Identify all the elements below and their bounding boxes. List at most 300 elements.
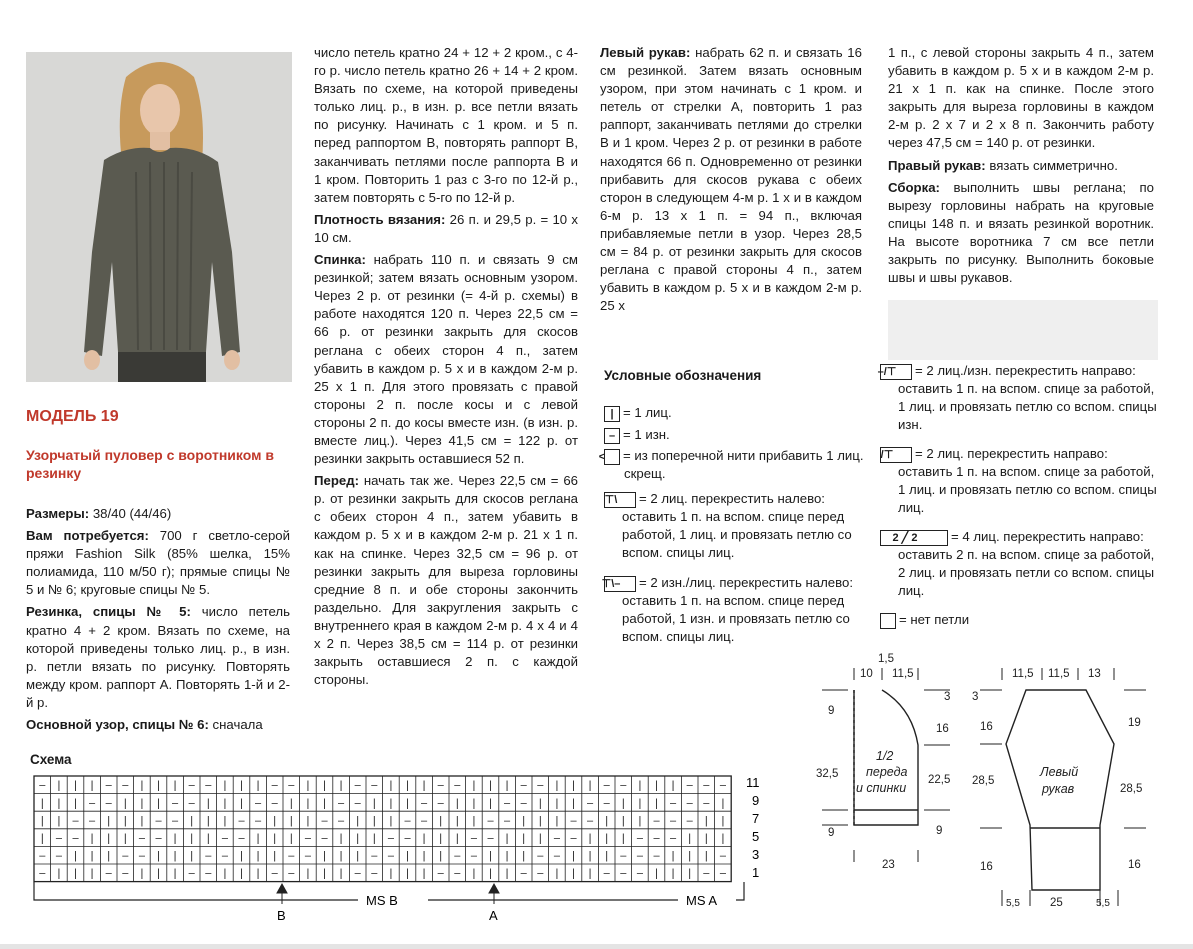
stitch-symbol-icon: – [89, 797, 96, 810]
stitch-symbol-icon: | [605, 832, 609, 845]
stitch-symbol-icon: | [422, 867, 426, 880]
body-dim-left-2: 32,5 [816, 768, 839, 780]
stitch-symbol-icon: – [138, 832, 145, 845]
density-label: Плотность вязания: [314, 211, 446, 227]
stitch-symbol-icon: | [638, 779, 642, 792]
stitch-symbol-icon: | [173, 867, 177, 880]
stitch-symbol-icon: – [719, 867, 726, 880]
stitch-symbol-icon: – [122, 779, 129, 792]
stitch-symbol-icon: – [454, 779, 461, 792]
right-sleeve-label: Правый рукав: [888, 157, 986, 173]
stitch-symbol-icon: – [354, 779, 361, 792]
stitch-symbol-icon: | [555, 867, 559, 880]
stitch-symbol-icon: – [636, 832, 643, 845]
legend-title: Условные обозначения [604, 368, 762, 383]
stitch-symbol-icon: | [522, 850, 526, 863]
stitch-symbol-icon: | [323, 850, 326, 863]
stitch-symbol-icon: | [406, 797, 409, 810]
stitch-symbol-icon: | [289, 797, 293, 810]
stitch-symbol-icon: – [653, 814, 660, 827]
stitch-symbol-icon: | [223, 867, 227, 880]
stitch-symbol-icon: | [256, 832, 260, 845]
stitch-symbol-icon: – [288, 850, 295, 863]
stitch-symbol-icon: | [671, 867, 675, 880]
chart-grid [34, 776, 731, 882]
stitch-symbol-icon: | [505, 867, 509, 880]
stitch-symbol-icon: | [655, 779, 658, 792]
stitch-symbol-icon: – [238, 832, 245, 845]
arrow-b-icon [277, 884, 287, 904]
stitch-symbol-icon: | [74, 850, 77, 863]
stitch-symbol-icon: | [256, 867, 260, 880]
stitch-symbol-icon: | [256, 779, 260, 792]
stitch-symbol-icon: – [603, 797, 610, 810]
stitch-symbol-icon: | [323, 867, 326, 880]
stitch-symbol-icon: | [140, 814, 144, 827]
body-dim-right-4: 9 [936, 825, 943, 837]
stitch-symbol-icon: | [472, 779, 476, 792]
stitch-symbol-icon: – [437, 779, 444, 792]
stitch-symbol-icon: | [688, 850, 692, 863]
body-label-front: переда [866, 765, 908, 779]
stitch-symbol-icon: | [522, 814, 526, 827]
stitch-symbol-icon: | [588, 779, 592, 792]
stitch-symbol-icon: | [389, 814, 393, 827]
stitch-symbol-icon: – [703, 867, 710, 880]
stitch-symbol-icon: | [289, 832, 293, 845]
knitting-chart [28, 770, 778, 930]
stitch-symbol-icon: – [122, 867, 129, 880]
stitch-symbol-icon: – [636, 850, 643, 863]
stitch-symbol-icon: | [74, 797, 77, 810]
stitch-symbol-icon: – [587, 814, 594, 827]
stitch-symbol-icon: | [489, 850, 492, 863]
body-label-half: 1/2 [876, 749, 894, 763]
stitch-symbol-icon: | [90, 850, 94, 863]
stitch-symbol-icon: | [538, 814, 542, 827]
stitch-symbol-icon: | [173, 850, 177, 863]
materials-label: Вам потребуется: [26, 528, 149, 544]
stitch-symbol-icon: – [221, 832, 228, 845]
stitch-symbol-icon: | [505, 779, 509, 792]
body-label-back: и спинки [856, 781, 907, 795]
stitch-symbol-icon: | [505, 850, 509, 863]
row-number: 9 [752, 793, 760, 808]
stitch-symbol-icon: – [72, 832, 79, 845]
stitch-symbol-icon: | [339, 779, 343, 792]
stitch-symbol-icon: – [122, 850, 129, 863]
stitch-symbol-icon: | [621, 814, 625, 827]
stitch-symbol-icon: – [670, 797, 677, 810]
stitch-symbol-icon: | [190, 832, 194, 845]
row-number: 3 [752, 847, 760, 862]
stitch-symbol-icon: – [72, 814, 79, 827]
stitch-symbol-icon: | [57, 779, 61, 792]
stitch-symbol-icon: | [422, 832, 426, 845]
stitch-symbol-icon: | [240, 850, 243, 863]
stitch-symbol-icon: – [155, 814, 162, 827]
stitch-symbol-icon: – [338, 797, 345, 810]
shaded-panel [888, 300, 1158, 360]
body-dim-bottom: 23 [882, 859, 895, 871]
rib-value: число петель кратно 4 + 2 кром. Вязать по схеме, на которой приведены только лиц. р., в изн. р. петли вязать по рисунку. Повторять между кром. раппорт А. Повторять 1-й и 2-й р. [26, 604, 290, 710]
arrow-a-label: A [489, 908, 498, 923]
row-number: 11 [746, 775, 760, 790]
sleeve-dim-top-1: 11,5 [1012, 668, 1034, 680]
stitch-symbol-icon: | [671, 850, 675, 863]
legend-item-increase: < = из поперечной нити прибавить 1 лиц. скрещ. [598, 448, 864, 482]
sleeve-dim-left-2: 16 [980, 721, 993, 733]
main-pattern-label: Основной узор, спицы № 6: [26, 717, 209, 733]
stitch-symbol-icon: | [638, 797, 642, 810]
stitch-symbol-icon: – [504, 797, 511, 810]
stitch-symbol-icon: – [55, 832, 62, 845]
body-dim-top-2: 11,5 [892, 668, 914, 680]
sleeve-dim-bottom-1: 5,5 [1006, 898, 1020, 909]
stitch-symbol-icon: | [140, 797, 144, 810]
stitch-symbol-icon: | [206, 797, 210, 810]
stitch-symbol-icon: – [686, 779, 693, 792]
stitch-symbol-icon: | [273, 832, 277, 845]
stitch-symbol-icon: | [406, 867, 409, 880]
text-column-1 [26, 505, 290, 738]
ms-b-label: MS B [366, 893, 398, 908]
sizes-value: 38/40 (44/46) [92, 506, 172, 521]
front-label: Перед: [314, 473, 359, 489]
stitch-symbol-icon: | [140, 779, 144, 792]
stitch-symbol-icon: | [455, 797, 459, 810]
stitch-symbol-icon: – [304, 832, 311, 845]
sleeve-dim-left-1: 3 [972, 691, 979, 703]
sleeve-dim-right-1: 19 [1128, 717, 1141, 729]
stitch-symbol-icon: – [520, 779, 527, 792]
stitch-symbol-icon: | [555, 779, 559, 792]
stitch-symbol-icon: | [57, 797, 61, 810]
stitch-symbol-icon: – [703, 779, 710, 792]
body-dim-right-3: 22,5 [928, 774, 951, 786]
stitch-symbol-icon: | [206, 832, 210, 845]
legend-item-knit: | = 1 лиц. [604, 404, 864, 422]
stitch-symbol-icon: – [437, 797, 444, 810]
stitch-symbol-icon: – [603, 779, 610, 792]
stitch-symbol-icon: | [57, 814, 61, 827]
stitch-symbol-icon: – [89, 814, 96, 827]
stitch-symbol-icon: – [603, 867, 610, 880]
stitch-symbol-icon: | [372, 814, 376, 827]
stitch-symbol-icon: – [354, 867, 361, 880]
stitch-symbol-icon: | [157, 779, 160, 792]
stitch-symbol-icon: | [157, 797, 160, 810]
stitch-symbol-icon: | [572, 779, 575, 792]
stitch-symbol-icon: – [703, 797, 710, 810]
sleeve-dim-top-2: 11,5 [1048, 668, 1070, 680]
increase-symbol-icon: < [604, 449, 620, 465]
front-value: начать так же. Через 22,5 см = 66 р. от резинки закрыть для скосов реглана с обеих сторон 4 п., затем убавить в каждом р. 5 х и в каждом 2-м р. 21 х 1 п. как на спинке. Через 32,5 см = 96 р. от резинки закрыть для выреза горловины средние 8 п. и обе стороны закончить раздельно. Для закругления закрыть с внутреннего края в каждом 2-м р. 4 х 4 и 4 х 2 п. Через 38,5 см = 114 р. от резинки закрыть оставшиеся 2 п. с каждой стороны. [314, 473, 578, 688]
stitch-symbol-icon: | [140, 867, 144, 880]
sleeve-dim-right-2: 28,5 [1120, 783, 1143, 795]
stitch-symbol-icon: | [572, 867, 575, 880]
stitch-symbol-icon: | [688, 867, 692, 880]
sleeve-dim-bottom-2: 25 [1050, 897, 1063, 909]
stitch-symbol-icon: | [190, 814, 194, 827]
schema-title: Схема [30, 752, 72, 767]
stitch-symbol-icon: – [537, 779, 544, 792]
assembly-value: выполнить швы реглана; по вырезу горловины набрать на круговые спицы 148 п. и вязать резинкой воротник. На высоте воротника 7 см все петли закрыть по рисунку. Выполнить боковые швы и швы рукавов. [888, 179, 1154, 286]
model-photo [26, 52, 292, 382]
stitch-symbol-icon: – [653, 832, 660, 845]
stitch-symbol-icon: – [288, 779, 295, 792]
stitch-symbol-icon: – [271, 779, 278, 792]
stitch-symbol-icon: – [570, 832, 577, 845]
sleeve-dim-top-3: 13 [1088, 668, 1101, 680]
main-pattern-value: сначала [212, 717, 263, 733]
chart-row-numbers [746, 775, 760, 880]
sizes-label: Размеры: [26, 506, 90, 521]
stitch-symbol-icon: – [238, 814, 245, 827]
stitch-symbol-icon: – [520, 867, 527, 880]
stitch-symbol-icon: | [439, 850, 443, 863]
stitch-symbol-icon: | [555, 797, 559, 810]
stitch-symbol-icon: | [588, 867, 592, 880]
stitch-symbol-icon: | [40, 832, 44, 845]
stitch-symbol-icon: | [472, 814, 476, 827]
back-label: Спинка: [314, 252, 366, 268]
stitch-symbol-icon: | [422, 850, 426, 863]
stitch-symbol-icon: – [321, 832, 328, 845]
stitch-symbol-icon: | [289, 814, 293, 827]
stitch-symbol-icon: | [406, 779, 409, 792]
stitch-symbol-icon: – [105, 779, 112, 792]
stitch-symbol-icon: – [321, 814, 328, 827]
stitch-symbol-icon: | [339, 867, 343, 880]
stitch-symbol-icon: | [157, 850, 160, 863]
sleeve-dim-bottom-3: 5,5 [1096, 898, 1110, 909]
stitch-symbol-icon: | [638, 814, 642, 827]
stitch-symbol-icon: – [271, 867, 278, 880]
stitch-symbol-icon: – [172, 814, 179, 827]
stitch-symbol-icon: | [572, 850, 575, 863]
sleeve-label-left: Левый [1040, 765, 1079, 779]
stitch-symbol-icon: – [387, 850, 394, 863]
stitch-symbol-icon: | [240, 797, 243, 810]
stitch-symbol-icon: | [588, 850, 592, 863]
stitch-symbol-icon: – [570, 814, 577, 827]
stitch-symbol-icon: | [704, 832, 708, 845]
stitch-symbol-icon: – [587, 797, 594, 810]
stitch-symbol-icon: – [205, 850, 212, 863]
text-column-3 [600, 44, 862, 319]
stitch-symbol-icon: – [620, 850, 627, 863]
stitch-symbol-icon: | [389, 779, 393, 792]
stitch-symbol-icon: | [522, 832, 526, 845]
stitch-symbol-icon: | [306, 779, 310, 792]
purl-symbol-icon: – [604, 428, 620, 444]
stitch-symbol-icon: | [621, 832, 625, 845]
body-dim-right-2: 16 [936, 723, 949, 735]
row-number: 1 [752, 865, 760, 880]
stitch-symbol-icon: – [670, 832, 677, 845]
stitch-symbol-icon: | [173, 832, 177, 845]
stitch-symbol-icon: – [537, 867, 544, 880]
stitch-symbol-icon: | [107, 832, 111, 845]
stitch-symbol-icon: – [470, 832, 477, 845]
stitch-symbol-icon: | [90, 832, 94, 845]
left-sleeve-label: Левый рукав: [600, 45, 691, 60]
left-sleeve-continued: 1 п., с левой стороны закрыть 4 п., затем убавить в каждом р. 5 х и в каждом 2-м р. 21 х 1 п. как на спинке. После этого закрыть для выреза горловины в каждом 2-м р. 2 х 7 и 2 х 8 п. Закончить работу через 47,5 см = 140 р. от резинки. [888, 45, 1154, 151]
stitch-symbol-icon: | [123, 832, 127, 845]
stitch-symbol-icon: | [455, 814, 459, 827]
stitch-symbol-icon: – [205, 779, 212, 792]
stitch-symbol-icon: | [505, 832, 509, 845]
garment-schematics [812, 650, 1162, 915]
stitch-symbol-icon: | [90, 779, 94, 792]
sleeve-label-sleeve: рукав [1042, 782, 1075, 796]
stitch-symbol-icon: | [422, 779, 426, 792]
legend-item-cross-left-knit: ⊤\ = 2 лиц. перекрестить налево: оставить 1 п. на вспом. спице перед работой, 1 лиц. и провязать петлю со вспом. спицы лиц. [604, 491, 852, 561]
sleeve-dim-right-3: 16 [1128, 859, 1141, 871]
stitch-symbol-icon: – [437, 867, 444, 880]
body-dim-top-small: 1,5 [878, 653, 894, 665]
body-dim-right-1: 3 [944, 691, 951, 703]
stitch-symbol-icon: – [188, 779, 195, 792]
knit-symbol-icon: | [604, 406, 620, 422]
stitch-symbol-icon: – [338, 814, 345, 827]
stitch-symbol-icon: | [538, 797, 542, 810]
cross-right-knit-icon: /⊤ [880, 447, 912, 463]
stitch-symbol-icon: | [704, 850, 708, 863]
stitch-symbol-icon: | [90, 867, 94, 880]
left-sleeve-value: набрать 62 п. и связать 16 см резинкой. Затем вязать основным узором, при этом начинать с 1 кром. и петель от стрелки А, повторить 1 раз раппорт, заканчивать петлями до стрелки В и 1 кром. Через 2 р. от резинки в работе находятся 66 п. Одновременно от резинки прибавить для скосов рукава с обеих сторон в следующем 4-м р. 1 х и в каждом 6-м р. 13 х 1 п. = 94 п., включая прибавляемые петли в узор. Через 28,5 см = 84 р. от резинки закрыть для скосов реглана с правой стороны 4 п., затем убавить в каждом р. 5 х и в каждом 2-м р. 25 х [600, 45, 862, 314]
stitch-symbol-icon: – [371, 867, 378, 880]
stitch-symbol-icon: – [354, 797, 361, 810]
stitch-symbol-icon: | [323, 779, 326, 792]
body-dim-left-3: 9 [828, 827, 835, 839]
stitch-symbol-icon: | [389, 867, 393, 880]
stitch-symbol-icon: | [704, 814, 708, 827]
row-number: 5 [752, 829, 760, 844]
stitch-symbol-icon: – [670, 814, 677, 827]
stitch-symbol-icon: | [439, 814, 443, 827]
stitch-symbol-icon: – [188, 867, 195, 880]
stitch-symbol-icon: – [221, 850, 228, 863]
stitch-symbol-icon: | [372, 797, 376, 810]
body-dim-left-1: 9 [828, 705, 835, 717]
page-bottom-band [0, 944, 1193, 949]
stitch-symbol-icon: | [671, 779, 675, 792]
stitch-symbol-icon: | [107, 814, 111, 827]
text-column-2 [314, 44, 578, 693]
text-column-4 [888, 44, 1154, 291]
stitch-symbol-icon: – [537, 850, 544, 863]
stitch-symbol-icon: | [356, 850, 360, 863]
stitch-symbol-icon: – [271, 797, 278, 810]
stitch-symbol-icon: – [404, 832, 411, 845]
stitch-symbol-icon: – [487, 832, 494, 845]
stitch-symbol-icon: – [304, 850, 311, 863]
legend-item-no-stitch: = нет петли [880, 611, 1144, 629]
stitch-symbol-icon: | [40, 814, 44, 827]
stitch-symbol-icon: | [256, 850, 260, 863]
stitch-symbol-icon: – [620, 867, 627, 880]
ms-a-label: MS A [686, 893, 718, 908]
stitch-symbol-icon: – [255, 797, 262, 810]
stitch-symbol-icon: | [655, 867, 658, 880]
stitch-symbol-icon: – [719, 779, 726, 792]
stitch-symbol-icon: | [273, 814, 277, 827]
stitch-symbol-icon: – [487, 814, 494, 827]
stitch-symbol-icon: – [504, 814, 511, 827]
stitch-symbol-icon: – [686, 797, 693, 810]
arrow-b-label: B [277, 908, 286, 923]
stitch-symbol-icon: – [454, 850, 461, 863]
stitch-symbol-icon: | [455, 832, 459, 845]
assembly-label: Сборка: [888, 179, 940, 195]
stitch-symbol-icon: | [489, 797, 492, 810]
stitch-symbol-icon: – [172, 797, 179, 810]
stitch-symbol-icon: – [39, 867, 46, 880]
stitch-symbol-icon: | [74, 779, 77, 792]
stitch-symbol-icon: | [605, 814, 609, 827]
stitch-symbol-icon: | [356, 814, 360, 827]
stitch-symbol-icon: | [489, 867, 492, 880]
stitch-symbol-icon: | [223, 779, 227, 792]
stitch-symbol-icon: – [255, 814, 262, 827]
sleeve-dim-left-3: 28,5 [972, 775, 995, 787]
stitch-symbol-icon: | [306, 814, 310, 827]
model-number: МОДЕЛЬ 19 [26, 408, 119, 425]
stitch-symbol-icon: – [520, 797, 527, 810]
stitch-symbol-icon: | [472, 797, 476, 810]
stitch-symbol-icon: | [223, 814, 227, 827]
stitch-symbol-icon: | [572, 797, 575, 810]
stitch-symbol-icon: – [421, 814, 428, 827]
stitch-symbol-icon: | [688, 832, 692, 845]
stitch-symbol-icon: – [188, 797, 195, 810]
row-number: 7 [752, 811, 760, 826]
right-sleeve-value: вязать симметрично. [989, 157, 1118, 173]
stitch-symbol-icon: | [721, 814, 725, 827]
cross-left-purl-icon: ⊤\– [604, 576, 636, 592]
stitch-symbol-icon: – [138, 850, 145, 863]
stitch-symbol-icon: – [55, 850, 62, 863]
stitch-symbol-icon: | [389, 797, 393, 810]
stitch-symbol-icon: – [155, 832, 162, 845]
stitch-symbol-icon: – [620, 779, 627, 792]
stitch-symbol-icon: | [223, 797, 227, 810]
rib-label: Резинка, спицы № 5: [26, 604, 191, 620]
stitch-symbol-icon: | [356, 832, 360, 845]
stitch-symbol-icon: – [404, 814, 411, 827]
stitch-symbol-icon: | [173, 779, 177, 792]
stitch-symbol-icon: | [605, 850, 609, 863]
cross-left-knit-icon: ⊤\ [604, 492, 636, 508]
stitch-symbol-icon: | [372, 832, 376, 845]
stitch-symbol-icon: – [105, 867, 112, 880]
density-value: 26 п. и 29,5 р. = 10 х 10 см. [314, 211, 579, 245]
model-title: Узорчатый пуловер с воротником в резинку [26, 447, 274, 481]
stitch-symbol-icon: | [621, 797, 625, 810]
stitch-symbol-icon: – [39, 779, 46, 792]
stitch-symbol-icon: | [655, 797, 658, 810]
cross-right-purl-icon: –/⊤ [880, 364, 912, 380]
materials-value: 700 г светло-серой пряжи Fashion Silk (85% шелка, 15% полиамида, 110 м/50 г); прямые спицы № 5 и № 6; круговые спицы № 5. [26, 528, 290, 598]
main-pattern-continued: число петель кратно 24 + 12 + 2 кром., с 4-го р. число петель кратно 26 + 14 + 2 кром. Вязать по схеме, на которой приведены только лиц. р., в изн. р. все петли вязать по рисунку. Начинать с 1 кром. и 5 п. перед раппортом В, повторять раппорт В, заканчивать петлями после раппорта В и 1 кром. Повторить 1 раз с 3-го по 12-й р., затем повторять с 5-го по 12-й р. [314, 45, 578, 205]
sleeve-dim-left-4: 16 [980, 861, 993, 873]
stitch-symbol-icon: | [721, 797, 725, 810]
stitch-symbol-icon: – [553, 832, 560, 845]
cross-four-icon: 2 ╱ 2 [880, 530, 948, 546]
stitch-symbol-icon: – [719, 850, 726, 863]
